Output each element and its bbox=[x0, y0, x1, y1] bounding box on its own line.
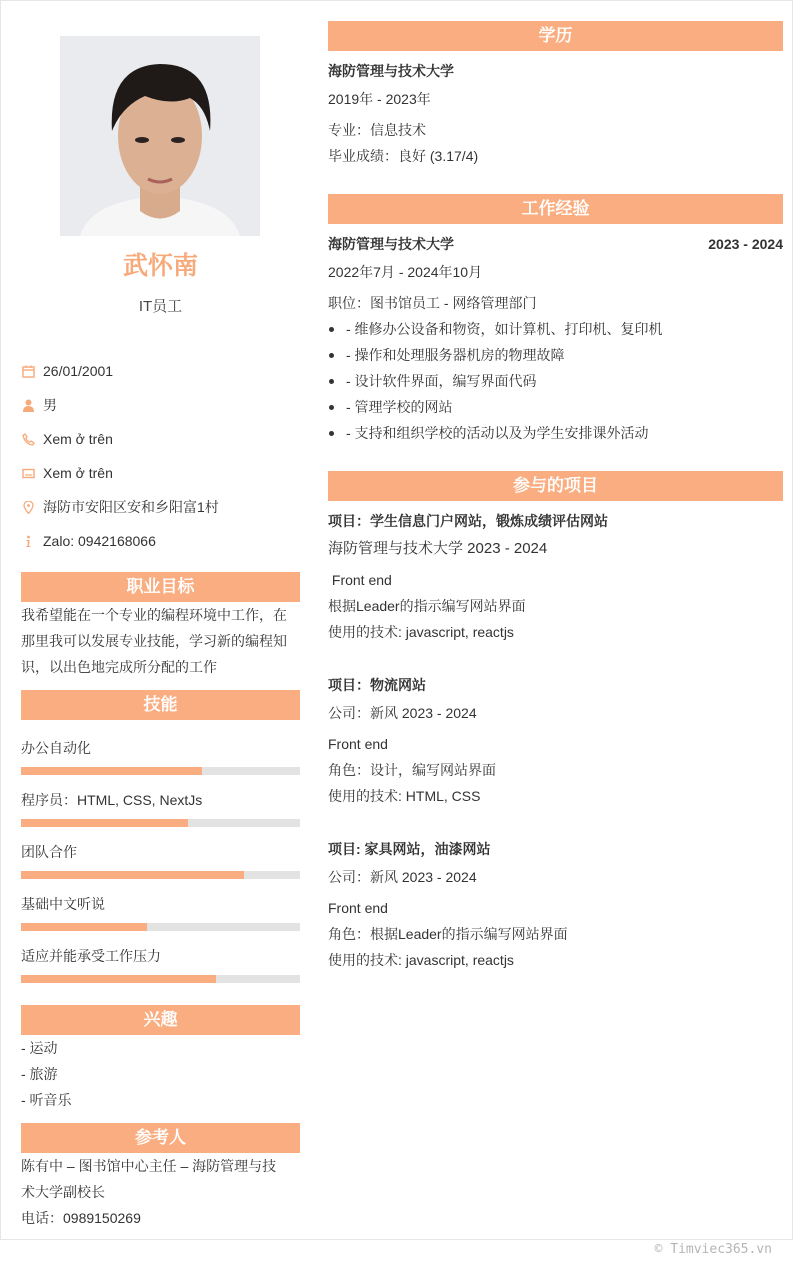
other-contact-row bbox=[21, 531, 300, 551]
skill-label: 适应并能承受工作压力 bbox=[21, 948, 161, 964]
address-text: 海防市安阳区安和乡阳富1村 bbox=[43, 499, 219, 515]
interest-item: - 听音乐 bbox=[21, 1092, 72, 1108]
project-line: 使用的技术: javascript, reactjs bbox=[328, 624, 514, 640]
email-row bbox=[21, 463, 300, 483]
skill-bar-fill bbox=[21, 767, 202, 775]
skill-label: 办公自动化 bbox=[21, 740, 91, 756]
footer-watermark[interactable]: © Timviec365.vn bbox=[654, 1242, 772, 1257]
experience-task-list bbox=[328, 316, 663, 446]
email-text: Xem ở trên bbox=[43, 465, 113, 481]
skill-label: 团队合作 bbox=[21, 844, 77, 860]
education-major: 专业：信息技术 bbox=[328, 122, 426, 138]
objective-header: 职业目标 bbox=[21, 572, 300, 602]
project-line: Front end bbox=[328, 572, 392, 588]
education-school: 海防管理与技术大学 bbox=[328, 63, 454, 79]
calendar-icon bbox=[21, 364, 35, 378]
experience-task: - 维修办公设备和物资，如计算机、打印机、复印机 bbox=[328, 316, 663, 342]
project-name: 项目：学生信息门户网站，锻炼成绩评估网站 bbox=[328, 513, 608, 529]
experience-period: 2022年7月 - 2024年10月 bbox=[328, 264, 483, 280]
education-header: 学历 bbox=[328, 21, 783, 51]
candidate-name: 武怀南 bbox=[122, 252, 198, 280]
objective-text bbox=[21, 602, 300, 680]
reference-line: 陈有中 – 图书馆中心主任 – 海防管理与技 bbox=[21, 1158, 277, 1174]
project-line: 角色：设计，编写网站界面 bbox=[328, 762, 496, 778]
location-icon bbox=[21, 500, 35, 514]
references-header: 参考人 bbox=[21, 1123, 300, 1153]
experience-position: 职位：图书馆员工 - 网络管理部门 bbox=[328, 295, 537, 311]
gender-text: 男 bbox=[43, 397, 57, 413]
address-row bbox=[21, 497, 300, 517]
info-icon bbox=[21, 534, 35, 548]
project-line: Front end bbox=[328, 900, 388, 916]
experience-header: 工作经验 bbox=[328, 194, 783, 224]
skill-bar bbox=[21, 819, 300, 827]
gender-row bbox=[21, 395, 300, 415]
skill-bar-fill bbox=[21, 871, 244, 879]
experience-years: 2023 - 2024 bbox=[708, 236, 783, 252]
interest-item: - 运动 bbox=[21, 1040, 58, 1056]
project-name: 项目: 家具网站，油漆网站 bbox=[328, 841, 491, 857]
project-org: 公司：新风 2023 - 2024 bbox=[328, 869, 477, 885]
objective-line: 我希望能在一个专业的编程环境中工作，在 bbox=[21, 607, 287, 623]
project-line: Front end bbox=[328, 736, 388, 752]
skill-bar-fill bbox=[21, 923, 147, 931]
projects-header: 参与的项目 bbox=[328, 471, 783, 501]
experience-task: - 设计软件界面，编写界面代码 bbox=[328, 368, 663, 394]
skill-bar bbox=[21, 975, 300, 983]
project-name: 项目：物流网站 bbox=[328, 677, 426, 693]
skills-header: 技能 bbox=[21, 690, 300, 720]
skill-label: 基础中文听说 bbox=[21, 896, 105, 912]
education-grade: 毕业成绩：良好 (3.17/4) bbox=[328, 148, 479, 164]
project-org: 公司：新风 2023 - 2024 bbox=[328, 705, 477, 721]
skill-bar bbox=[21, 767, 300, 775]
birthdate-text: 26/01/2001 bbox=[43, 363, 114, 379]
project-line: 角色：根据Leader的指示编写网站界面 bbox=[328, 926, 568, 942]
references-text bbox=[21, 1153, 300, 1231]
skill-bar bbox=[21, 923, 300, 931]
interests-header: 兴趣 bbox=[21, 1005, 300, 1035]
skill-label: 程序员：HTML, CSS, NextJs bbox=[21, 792, 203, 808]
project-org: 海防管理与技术大学 2023 - 2024 bbox=[328, 540, 548, 557]
phone-icon bbox=[21, 432, 35, 446]
project-line: 根据Leader的指示编写网站界面 bbox=[328, 598, 526, 614]
project-line: 使用的技术: javascript, reactjs bbox=[328, 952, 514, 968]
user-icon bbox=[21, 398, 35, 412]
profile-photo bbox=[60, 36, 260, 236]
education-period: 2019年 - 2023年 bbox=[328, 91, 431, 107]
phone-row bbox=[21, 429, 300, 449]
reference-line: 术大学副校长 bbox=[21, 1184, 105, 1200]
project-line: 使用的技术: HTML, CSS bbox=[328, 788, 481, 804]
objective-line: 识，以出色地完成所分配的工作 bbox=[21, 659, 217, 675]
interests-list bbox=[21, 1035, 300, 1113]
other-contact-text: Zalo: 0942168066 bbox=[43, 533, 156, 549]
reference-line: 电话：0989150269 bbox=[21, 1210, 141, 1226]
phone-text: Xem ở trên bbox=[43, 431, 113, 447]
interest-item: - 旅游 bbox=[21, 1066, 58, 1082]
experience-task: - 支持和组织学校的活动以及为学生安排课外活动 bbox=[328, 420, 663, 446]
objective-line: 那里我可以发展专业技能，学习新的编程知 bbox=[21, 633, 287, 649]
skill-bar-fill bbox=[21, 975, 216, 983]
skill-bar-fill bbox=[21, 819, 188, 827]
candidate-role: IT员工 bbox=[138, 298, 183, 315]
skill-bar bbox=[21, 871, 300, 879]
experience-task: - 管理学校的网站 bbox=[328, 394, 663, 420]
email-icon bbox=[21, 466, 35, 480]
experience-company: 海防管理与技术大学 bbox=[328, 236, 454, 252]
birthdate-row bbox=[21, 361, 300, 381]
experience-task: - 操作和处理服务器机房的物理故障 bbox=[328, 342, 663, 368]
